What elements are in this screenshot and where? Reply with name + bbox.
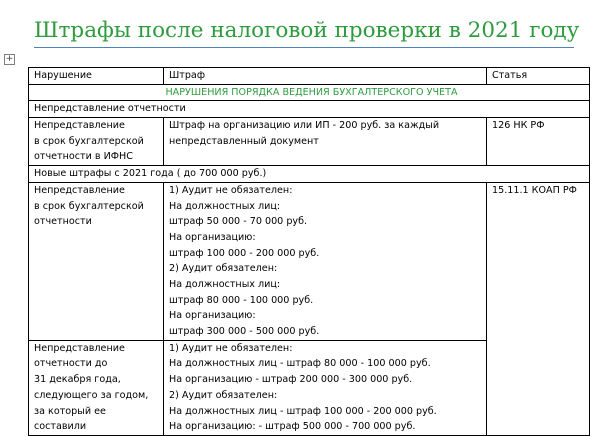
- violation-cell: [29, 340, 164, 435]
- text-line: На организацию:: [169, 231, 256, 243]
- violation-cell: [29, 118, 164, 166]
- table-move-icon[interactable]: +: [5, 54, 14, 64]
- text-line: в срок бухгалтерской: [34, 200, 144, 212]
- text-line: На должностных лиц - штраф 80 000 - 100 000 руб.: [169, 358, 431, 370]
- article-cell: 126 НК РФ: [487, 118, 590, 166]
- group-row: [29, 101, 590, 118]
- text-line: 2) Аудит обязателен:: [169, 389, 278, 401]
- text-line: Непредставление: [34, 342, 125, 354]
- text-line: На должностных лиц:: [169, 279, 281, 290]
- text-line: 1) Аудит не обязателен:: [169, 184, 293, 196]
- fines-table: [28, 67, 590, 436]
- article-cell: 15.11.1 КОАП РФ: [487, 182, 590, 435]
- text-line: в срок бухгалтерской: [34, 135, 144, 147]
- text-line: отчетности: [34, 216, 92, 228]
- header-article: Статья: [487, 68, 590, 85]
- table-header-row: [29, 68, 590, 85]
- text-line: отчетности в ИФНС: [34, 151, 133, 163]
- text-line: непредставленный документ: [169, 135, 319, 147]
- text-line: На организацию:: [169, 310, 256, 322]
- text-line: следующего за годом,: [34, 389, 149, 401]
- fine-cell: [164, 118, 487, 166]
- text-line: штраф 300 000 - 500 000 руб.: [169, 326, 320, 338]
- page-title: Штрафы после налоговой проверки в 2021 году: [34, 18, 580, 43]
- text-line: На должностных лиц:: [169, 200, 281, 212]
- text-line: отчетности до: [34, 358, 108, 370]
- table-row: [29, 182, 590, 340]
- text-line: 31 декабря года,: [34, 374, 121, 386]
- table-row: [29, 118, 590, 166]
- text-line: На организацию - штраф 200 000 - 300 000 руб.: [169, 374, 413, 386]
- text-line: Штраф на организацию или ИП - 200 руб. за каждый: [169, 120, 440, 132]
- title-underline: [34, 47, 574, 48]
- text-line: На организацию: - штраф 500 000 - 700 000 руб.: [169, 421, 416, 433]
- text-line: составили: [34, 421, 87, 433]
- text-line: Непредставление: [34, 120, 125, 132]
- header-fine: Штраф: [164, 68, 487, 85]
- violation-cell: [29, 182, 164, 340]
- text-line: штраф 100 000 - 200 000 руб.: [169, 247, 320, 259]
- section-title: НАРУШЕНИЯ ПОРЯДКА ВЕДЕНИЯ БУХГАЛТЕРСКОГО УЧЕТА: [29, 84, 590, 101]
- text-line: На должностных лиц - штраф 100 000 - 200 000 руб.: [169, 405, 437, 417]
- text-line: штраф 50 000 - 70 000 руб.: [169, 216, 308, 228]
- header-violation: Нарушение: [29, 68, 164, 85]
- section-row: [29, 84, 590, 101]
- text-line: 2) Аудит обязателен:: [169, 263, 278, 275]
- text-line: Непредставление: [34, 184, 125, 196]
- fine-cell: [164, 340, 487, 435]
- group-title-2: Новые штрафы с 2021 года ( до 700 000 руб.): [29, 166, 590, 183]
- group-title-1: Непредставление отчетности: [29, 101, 590, 118]
- text-line: 1) Аудит не обязателен:: [169, 342, 293, 354]
- text-line: за который ее: [34, 405, 106, 417]
- fine-cell: [164, 182, 487, 340]
- text-line: штраф 80 000 - 100 000 руб.: [169, 294, 314, 306]
- group-row: [29, 166, 590, 183]
